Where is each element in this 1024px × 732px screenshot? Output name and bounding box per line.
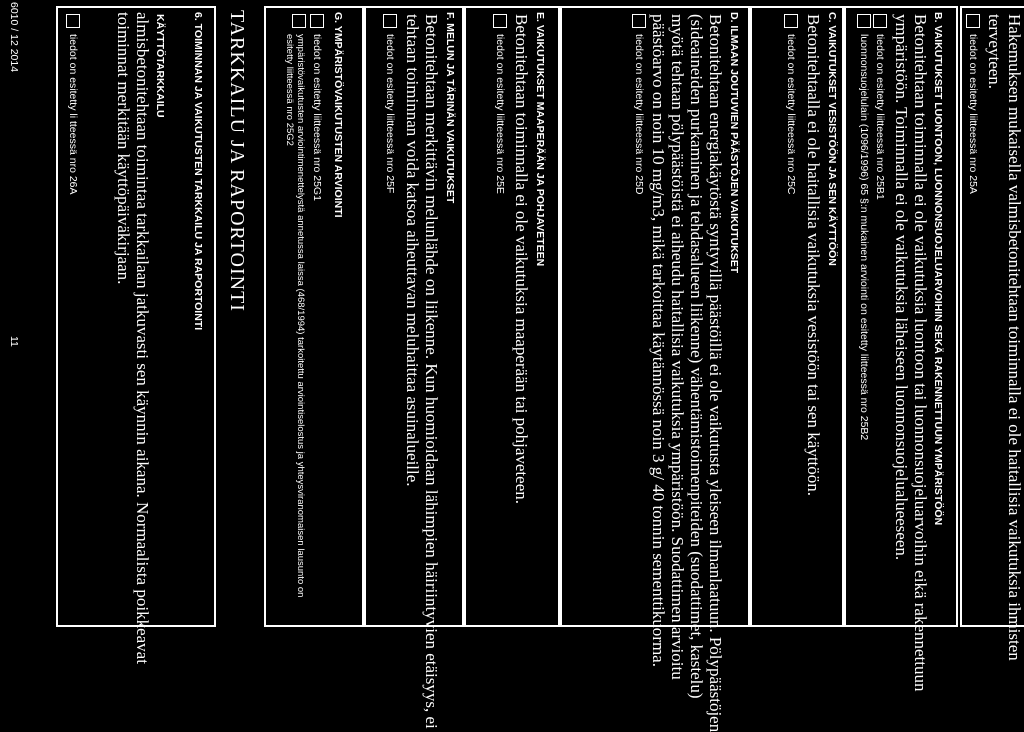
section-6-subheading: KÄYTTÖTARKKAILU bbox=[154, 14, 166, 118]
section-f-line-2: tehtaan toiminnan voida katsoa aiheuttavan meluhaittaa asuinalueille. bbox=[403, 14, 422, 487]
section-b-heading: B. VAIKUTUKSET LUONTOON, LUONNONSUOJELUARVOIHIN SEKÄ RAKENNETTUUN YMPÄRISTÖÖN bbox=[932, 12, 944, 526]
section-b-line-2: ympäristöön. Toiminnalla ei ole vaikutuksia läheiseen luonnonsuojelualueeseen. bbox=[892, 14, 911, 561]
checkbox-label: tiedot on esitetty liitteessä nro 25G1 bbox=[311, 34, 323, 201]
section-g-checkbox-1[interactable] bbox=[310, 14, 324, 201]
checkbox[interactable] bbox=[310, 14, 324, 28]
section-6-checkbox[interactable] bbox=[66, 14, 80, 195]
checkbox[interactable] bbox=[784, 14, 798, 28]
checkbox[interactable] bbox=[966, 14, 980, 28]
section-6-heading: 6. TOIMINNAN JA VAIKUTUSTEN TARKKAILU JA RAPORTOINTI bbox=[192, 12, 204, 331]
section-g-heading: G. YMPÄRISTÖVAIKUTUSTEN ARVIOINTI bbox=[332, 12, 344, 218]
section-c-checkbox[interactable] bbox=[784, 14, 798, 195]
checkbox-label-line-1: ympäristövaikutusten arviointimenettelystä annetussa laissa (468/1994) tarkoitettu arviointiselostus ja yhteysviranomaisen lausunto on bbox=[295, 34, 306, 598]
section-d-line-1: Betonitehtaan energiakäytöstä syntyvillä päästöillä ei ole vaikutusta yleiseen ilmanlaatuun. Pölypäästöjen bbox=[706, 14, 725, 732]
section-b-checkbox-2[interactable] bbox=[857, 14, 871, 440]
checkbox[interactable] bbox=[857, 14, 871, 28]
section-d-checkbox[interactable] bbox=[632, 14, 646, 195]
checkbox-label: tiedot on esitetty liitteessä nro 25D bbox=[633, 34, 645, 195]
section-6-line-1: almisbetonitehtaan toimintaa tarkkailaan jatkuvasti sen käynnin aikana. Normaalista poikkeavat bbox=[133, 12, 152, 664]
section-e-line-1: Betonitehtaan toiminnalla ei ole vaikutuksia maaperään tai pohjaveteen. bbox=[512, 14, 531, 504]
section-6-line-2: toiminnat merkitään käyttöpäiväkirjaan. bbox=[114, 12, 133, 285]
section-f-line-1: Betonitehtaan merkittävin melunlähde on liikenne. Kun huomioidaan lähimpien häiriintyvien etäisyys, ei bbox=[422, 14, 441, 729]
checkbox-label: tiedot on esitetty liitteessä nro 25C bbox=[785, 34, 797, 195]
section-f-checkbox[interactable] bbox=[383, 14, 397, 193]
section-6-title: TARKKAILU JA RAPORTOINTI bbox=[226, 10, 248, 312]
section-c-line-1: Betonitehtaalla ei ole haitallisia vaikutuksia vesistöön tai sen käyttöön. bbox=[804, 14, 823, 497]
checkbox-label-line-2: esitetty liitteessä nro 25G2 bbox=[284, 34, 295, 146]
checkbox-label: tiedot on esitetty li tteessä nro 26A bbox=[67, 34, 79, 195]
checkbox[interactable] bbox=[292, 14, 306, 28]
section-b-line-1: Betonitehtaan toiminnalla ei ole vaikutuksia luontoon tai luonnonsuojeluarvoihin eikä rakennettuun bbox=[911, 14, 930, 692]
section-d-heading: D. ILMAAN JOUTUVIEN PÄÄSTÖJEN VAIKUTUKSET bbox=[728, 12, 740, 274]
checkbox-label: tiedot on esitetty liitteessä nro 25F bbox=[384, 34, 396, 194]
checkbox[interactable] bbox=[632, 14, 646, 28]
checkbox-label: tiedot on esitetty liitteessä nro 25A bbox=[967, 34, 979, 194]
form-code: 6010 / 12 2014 bbox=[8, 2, 20, 73]
checkbox[interactable] bbox=[383, 14, 397, 28]
checkbox[interactable] bbox=[873, 14, 887, 28]
section-d-line-4: päästöarvo on noin 10 mg/m3, mikä tarkoittaa käytännössä noin 3 g/ 40 tonnin sementtikuorma. bbox=[649, 14, 668, 667]
checkbox[interactable] bbox=[493, 14, 507, 28]
intro-checkbox-row[interactable] bbox=[966, 14, 980, 194]
section-e-checkbox[interactable] bbox=[493, 14, 507, 194]
intro-line-1: Hakemuksen mukaisella valmisbetonitehtaan toiminnalla ei ole haitallisia vaikutuksia ihmisten bbox=[1005, 14, 1024, 661]
checkbox-label bbox=[284, 34, 306, 597]
section-g-checkbox-2[interactable] bbox=[284, 14, 306, 597]
section-f-heading: F. MELUN JA TÄRINÄN VAIKUTUKSET bbox=[444, 12, 456, 204]
checkbox[interactable] bbox=[66, 14, 80, 28]
checkbox-label: luonnonsuojelulain (1096/1996) 65 §:n mukainen arviointi on esitetty liitteessä nro 25B2 bbox=[858, 34, 870, 441]
section-b-checkbox-1[interactable] bbox=[873, 14, 887, 200]
checkbox-label: tiedot on esitetty liitteessä nro 25E bbox=[494, 34, 506, 194]
checkbox-label: tiedot on esitetty liitteessä nro 25B1 bbox=[874, 34, 886, 200]
page-number: 11 bbox=[8, 336, 20, 347]
section-c-heading: C. VAIKUTUKSET VESISTÖÖN JA SEN KÄYTTÖÖN bbox=[826, 12, 838, 266]
section-d-line-2: (sideaineiden purkaminen ja tehdasalueen liikenne) vähentämistoimenpiteiden (suodattimet, kastelu) bbox=[687, 14, 706, 699]
section-d-line-3: myötä tehtaan pölypäästöistä ei aiheudu haitallisia vaikutuksia ympäristöön. Suodattimen arvioitu bbox=[668, 14, 687, 680]
intro-line-2: terveyteen. bbox=[985, 14, 1004, 90]
section-e-heading: E. VAIKUTUKSET MAAPERÄÄN JA POHJAVETEEN bbox=[534, 12, 546, 267]
